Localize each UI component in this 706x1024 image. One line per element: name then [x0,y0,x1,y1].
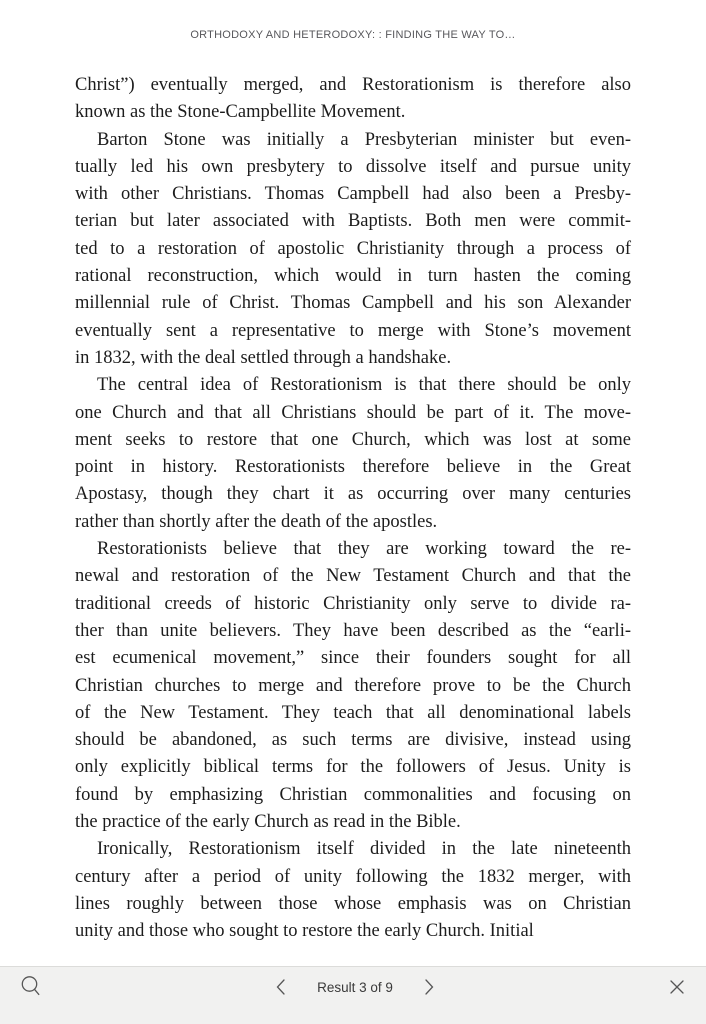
next-result-button[interactable] [423,978,435,996]
book-title-header: ORTHODOXY AND HETERODOXY: : FINDING THE WAY TO… [190,29,516,41]
text-line: ther than unite believers. They have been described as the “earli- [75,620,631,641]
chevron-right-icon [423,978,435,996]
text-line: millennial rule of Christ. Thomas Campbell and his son Alexander [75,293,631,314]
text-line: only explicitly biblical terms for the followers of Jesus. Unity is [75,757,631,778]
text-line: with other Christians. Thomas Campbell had also been a Presby- [75,184,631,205]
text-line: ment seeks to restore that one Church, which was lost at some [75,429,631,450]
text-line: unity and those who sought to restore the early Church. Initial [75,921,534,942]
text-line: the practice of the early Church as read in the Bible. [75,812,461,833]
text-line: newal and restoration of the New Testament Church and that the [75,566,631,587]
search-results-bar-row [0,967,706,1007]
previous-result-button[interactable] [275,978,287,996]
result-navigation [42,978,668,996]
paragraph [75,536,631,836]
text-line: should be abandoned, as such terms are divisive, instead using [75,730,631,751]
search-results-bar [0,966,706,1024]
text-line: terian but later associated with Baptists. Both men were commit- [75,211,631,232]
text-line: Restorationists believe that they are working toward the re- [97,539,631,560]
text-line: lines roughly between those whose emphasis was on Christian [75,893,631,914]
search-icon [20,975,42,999]
results-bar-right [668,978,686,996]
text-line: The central idea of Restorationism is that there should be only [97,375,631,396]
close-icon [668,978,686,996]
text-line: eventually sent a representative to merge with Stone’s movement [75,320,631,341]
text-line: found by emphasizing Christian commonalities and focusing on [75,784,631,805]
text-line: rather than shortly after the death of the apostles. [75,511,438,532]
text-line: in 1832, with the deal settled through a handshake. [75,347,452,368]
paragraph [75,72,631,127]
text-line: one Church and that all Christians should be part of it. The move- [75,402,631,423]
results-bar-left [20,975,42,999]
text-line: Apostasy, though they chart it as occurring over many centuries [75,484,631,505]
search-button[interactable] [20,975,42,999]
text-line: Barton Stone was initially a Presbyterian minister but even- [97,129,631,150]
text-line: point in history. Restorationists therefore believe in the Great [75,457,631,478]
text-line: traditional creeds of historic Christianity only serve to divide ra- [75,593,631,614]
paragraph [75,127,631,373]
text-line: ted to a restoration of apostolic Christianity through a process of [75,238,631,259]
text-line: tually led his own presbytery to dissolve itself and pursue unity [75,156,631,177]
text-line: est ecumenical movement,” since their founders sought for all [75,648,631,669]
chevron-left-icon [275,978,287,996]
paragraph [75,836,631,945]
text-line: Christian churches to merge and therefore prove to be the Church [75,675,631,696]
paragraph [75,372,631,536]
page-text [75,72,631,946]
text-line: of the New Testament. They teach that all denominational labels [75,702,631,723]
result-count-label: Result 3 of 9 [317,979,393,995]
text-line: Ironically, Restorationism itself divided in the late nineteenth [97,839,631,860]
text-line: known as the Stone-Campbellite Movement. [75,102,406,123]
text-line: century after a period of unity following the 1832 merger, with [75,866,631,887]
text-line: rational reconstruction, which would in turn hasten the coming [75,266,631,287]
close-search-button[interactable] [668,978,686,996]
text-line: Christ”) eventually merged, and Restorationism is therefore also [75,75,631,95]
